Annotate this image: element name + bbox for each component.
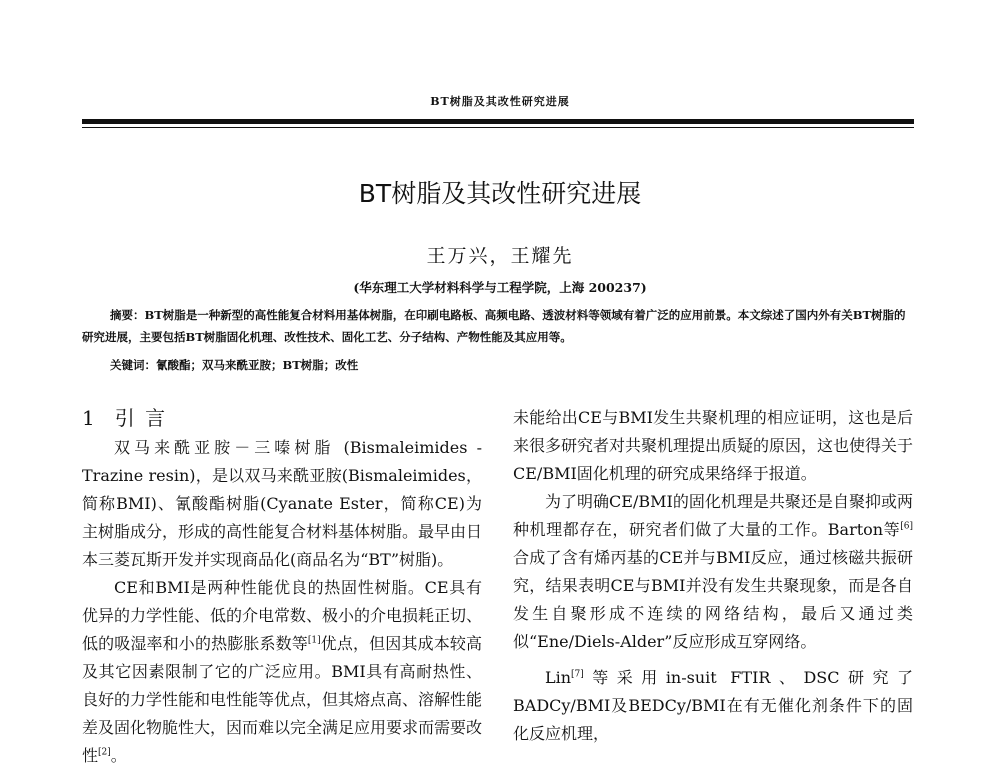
citation-2: [2] [98,747,111,758]
keywords-label: 关键词： [110,358,156,372]
paper-title: BT树脂及其改性研究进展 [358,179,642,208]
abstract-label: 摘要： [110,308,145,322]
citation-1: [1] [307,635,321,646]
left-paragraph-2 [82,574,482,770]
right-paragraph-2 [513,488,913,656]
header-rule-thick [82,119,914,124]
running-head: BT树脂及其改性研究进展 [430,95,570,108]
left-p2-text-c: 。 [110,746,127,765]
left-p2-text-a: CE和BMI是两种性能优良的热固性树脂。CE具有优异的力学性能、低的介电常数、极小的介电损耗正切、低的吸湿率和小的热膨胀系数等 [82,578,483,653]
keywords [110,357,358,373]
left-paragraph-1: 双马来酰亚胺－三嗪树脂 (Bismaleimides - Trazine resin)，是以双马来酰亚胺(Bismaleimides，简称BMI)、氰酸酯树脂(Cyanate Ester，简称CE)为主树脂成分，形成的高性能复合材料基体树脂。最早由日本三菱瓦斯开发并实现商品化(商品名为“BT”树脂)。 [82,438,483,569]
keywords-text: 氰酸酯；双马来酰亚胺；BT树脂；改性 [156,358,359,372]
right-paragraph-1: 未能给出CE与BMI发生共聚机理的相应证明，这也是后来很多研究者对共聚机理提出质疑的原因，这也使得关于CE/BMI固化机理的研究成果络绎于报道。 [513,408,914,483]
abstract [82,304,914,348]
right-column [513,404,913,748]
right-paragraph-3 [513,664,913,748]
affiliation: (华东理工大学材料科学与工程学院，上海 200237) [353,280,647,295]
authors: 王万兴，王耀先 [426,245,574,267]
right-p2-text-b: 合成了含有烯丙基的CE并与BMI反应，通过核磁共振研究，结果表明CE与BMI并没有发生共聚现象，而是各自发生自聚形成不连续的网络结构，最后又通过类似“Ene/Diels-Alder”反应形成互穿网络。 [513,548,913,651]
header-rule-thin [82,127,914,128]
abstract-text: BT树脂是一种新型的高性能复合材料用基体树脂，在印刷电路板、高频电路、透波材料等领域有着广泛的应用前景。本文综述了国内外有关BT树脂的研究进展，主要包括BT树脂固化机理、改性技术、固化工艺、分子结构、产物性能及其应用等。 [82,308,906,344]
citation-6: [6] [900,521,913,532]
left-column [82,404,482,770]
left-p2-text-b: 优点，但因其成本较高及其它因素限制了它的广泛应用。BMI具有高耐热性、良好的力学性能和电性能等优点，但其熔点高、溶解性能差及固化物脆性大，因而难以完全满足应用要求而需要改性 [82,634,483,765]
section-heading [82,404,482,432]
right-p2-text-a: 为了明确CE/BMI的固化机理是共聚还是自聚抑或两种机理都存在，研究者们做了大量的工作。Barton等 [513,492,913,539]
citation-7: [7] [571,669,584,680]
section-number: 1 [82,406,97,430]
section-title: 引 言 [114,406,168,430]
right-p3-text-a: Lin [545,668,572,687]
right-p3-text-b: 等采用in-suit FTIR、DSC研究了BADCy/BMI及BEDCy/BMI在有无催化剂条件下的固化反应机理， [513,668,913,743]
